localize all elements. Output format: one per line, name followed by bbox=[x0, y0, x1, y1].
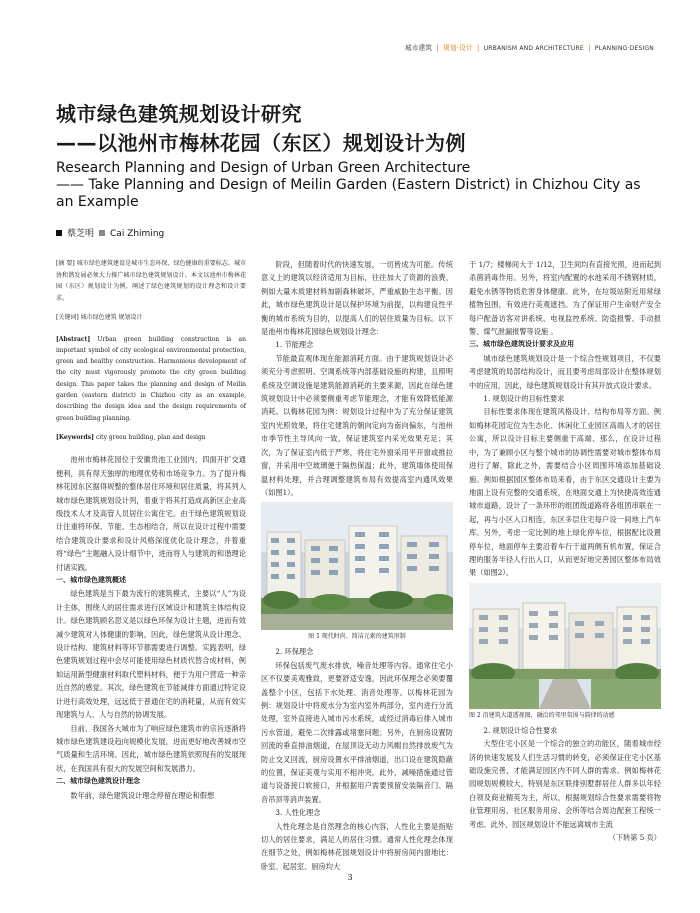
body-paragraph: 城市绿色建筑规划设计是一个综合性规划项目，不仅要考虑建筑的局部结构设计，而且要考虑局部设计在整体规划中的应用，因此，绿色建筑规划设计有其开放式设计要求。 bbox=[469, 353, 661, 390]
body-paragraph: 大型住宅小区是一个综合的独立的功能区，随着城市经济的快速发展及人们生活习惯的转变，必须保证住宅小区基础设施完善，才能满足园区内不同人群的需求。例如梅林花园规划规模较大，特别是东区联排别墅群居住人群多以年轻白领及商业精英为主，所以，根据规划综合性要求需要将物业管理用房、社区服务用房、会所等结合周边配套工程统一考虑。此外，园区规划设计不能远离城市主流 bbox=[469, 739, 661, 829]
street-perspective-illustration bbox=[469, 583, 661, 709]
author-name-en: Cai Zhiming bbox=[110, 229, 165, 239]
header-separator: | bbox=[476, 44, 480, 52]
article-subtitle-en: —— Take Planning and Design of Meilin Garden (Eastern District) in Chizhou City as an Example bbox=[56, 177, 641, 210]
body-paragraph: 节能最直观体现在能源消耗方面。由于建筑规划设计必须充分考虑照明、空调系统等内部基础设施的构建，且照明系统及空调设施是建筑能源消耗的主要来源，因此在绿色建筑规划设计中必须要侧重考虑节能理念，才能有效降低能源消耗。以梅林花园为例：规划设计过程中为了充分保证建筑室内光照效果，将住宅建筑的朝向定向为南向偏东，与池州市季节性主导风向一致，保证建筑室内采光效果充足；其次，为了保证室内低于严寒，将住宅外窗采用平开窗或推拉窗，并采用中空玻璃便于隔热保温；此外，建筑墙体使用保温材料处理，并合理调整建筑布局有效提高室内通风效果（如图1）。 bbox=[261, 353, 453, 497]
article-subtitle: ——以池州市梅林花园（东区）规划设计为例 bbox=[56, 131, 466, 155]
header-journal: 城市建筑 bbox=[404, 44, 433, 52]
figure-1-caption: 图 1 现代时尚、简洁元素的建筑形制 bbox=[308, 633, 406, 641]
header-section: 规划·设计 bbox=[443, 44, 473, 52]
body-paragraph: 目标性要求体现在建筑风格设计、结构布局等方面。例如梅林花园定位为生态化、休闲化工业园区高端人才的居住公寓，所以设计目标主要侧重于高端、那么，在设计过程中，为了兼顾小区与整个城市的协调性需要对城市整体布局进行了解，除此之外，需要结合小区周围环境添加基础设施。例如根据园区整体布局来看，由于东区交通设计主要为地面上设有完整的交通系统，在地面交通上为快捷高效连通城市道路，设计了一条环形的组团级道路将各组团串联在一起，再与小区入口相连，东区多层住宅每户设一间地上汽车库。另外，考虑一定比例的地上绿化停车位，根据配比设置停车位，地面停车主要沿着车行干道两侧有机布置，保证合理的服务半径人行出入口，从而更好地完善园区整体布局效果（如图2）。 bbox=[469, 407, 661, 578]
section-heading: 二、城市绿色建筑设计理念 bbox=[56, 777, 140, 786]
square-bullet-icon bbox=[99, 230, 105, 236]
header-separator: | bbox=[436, 44, 439, 52]
section-heading: 三、城市绿色建筑设计要求及应用 bbox=[469, 340, 574, 349]
subsection-heading: 2. 规划设计综合性要求 bbox=[483, 725, 558, 735]
abstract-cn: [摘 要] 城市绿色建筑建设是城市生态环保、绿色健康的重要标志。城市协和谐发展必须大力推广城市绿色建筑规划设计。本文以池州市梅林花园（东区）规划设计为例，阐述了绿色建筑规划的设计理念和设计要求。 bbox=[56, 260, 246, 302]
article-title-en: Research Planning and Design of Urban Green Architecture bbox=[56, 160, 471, 176]
running-header bbox=[405, 42, 654, 52]
body-paragraph: 阶段，但随着时代的快速发展，一切皆成为可能。传统意义上的建筑以经济适用为目标，往往加大了资源的浪费，例如大量木质建材料加剧森林破坏，严重威胁生态平衡。因此，城市绿色建筑设计是以保护环境为前提，以构建良性平衡的城市系统为目的，以提高人们的居住质量为目标。以下是池州市梅林花园绿色规划设计理念： bbox=[261, 260, 453, 337]
header-separator: | bbox=[588, 44, 591, 52]
author-name-cn: 蔡芝明 bbox=[67, 229, 95, 239]
section-heading: 一、城市绿色建筑概述 bbox=[56, 576, 126, 585]
abstract-en-text: Urban green building construction is an important symbol of city ecological environmental protection, green and healthy construction. Harmonious development of the city must vigorously promote the city green building design. This paper takes the planning and design of Meilin garden (eastern district) in Chizhou city as an example, describing the design idea and the design requirements of green building planning. bbox=[56, 335, 246, 422]
figure-2-caption: 图 2 沿建筑大道透视图，融洽的邻里氛围与韵律的动感 bbox=[469, 711, 615, 719]
abstract-en-label: [Abstract] bbox=[56, 335, 91, 343]
header-journal-en: URBANISM AND ARCHITECTURE bbox=[483, 45, 584, 52]
figure-1-image bbox=[261, 502, 453, 630]
body-paragraph: 于 1/7；楼梯间大于 1/12，卫生间均有直接光照，进而起到杀菌消毒作用。另外，将室内配置的水池采用不锈钢材质，避免水锈等物质危害身体健康。此外，在垃圾站附近用常绿植物包围，有效进行美观遮挡。为了保证用户生命财产安全每户配备访客对讲系统、电视监控系统、防盗报警、手动报警、煤气泄漏报警等设施 。 bbox=[469, 260, 661, 337]
body-paragraph: 人性化理念是自然理念的核心内容，人性化主要是指贴切人的居住要求，满足人的居住习惯。通常人性化理念体现在细节之处，例如梅林花园规划设计中将厨房间内窗地比：卧室、起居室、厨房均大 bbox=[261, 821, 453, 871]
keywords-en-label: [Keywords] bbox=[56, 433, 94, 441]
body-paragraph: 环保包括废气废水排放，噪音处理等内容。通常住宅小区不仅要美观雅致，更要舒适安逸，因此环保理念必须要覆盖整个小区，包括下水处理、消音处理等。以梅林花园为例：规划设计中将废水分为室内室外两部分，室内进行分流处理，室外直接进入城市污水系统，或经过消毒后排入城市污水管道，避免二次排露或堵塞问题；另外，在厨房设置防回流的垂直排油烟道，在屋顶设无动力风帽自然排放废气为防止交叉回流，厨房设置水平排油烟道，出口设在建筑隐蔽的位置，保证美观与实用不相冲突。此外，减噪措施通过管道与设备接口软接口，并根据用户需要预留安装隔音门、隔音吊顶等消声装置。 bbox=[261, 660, 453, 804]
column-right bbox=[469, 258, 661, 844]
column-middle bbox=[261, 258, 453, 873]
keywords-en bbox=[56, 432, 246, 444]
intro-paragraph: 池州市梅林花园位于安徽贵池工业园内，四面开扩交通便利，具有得天独厚的地理优势和市场竞争力。为了提升梅林花园东区据得规整的整体居住环境和居住质量，将其列入城市绿色建筑规划设计列，着重于将其打造成高新区企业高级技术人才及高管人员居住公寓住宅。由于绿色建筑规划设计注重将环保、节能、生态相结合，所以在设计过程中需要结合建筑设计要求和设计风格深度优化设计理念，并着重将“绿色”主题融入设计细节中，进而将人与建筑的和谐理论付诸实践。 bbox=[56, 455, 246, 572]
building-rendering-illustration bbox=[261, 502, 453, 630]
square-bullet-icon bbox=[56, 230, 62, 236]
subsection-heading: 2. 环保理念 bbox=[275, 647, 314, 657]
figure-2-image bbox=[469, 583, 661, 709]
subsection-heading: 1. 规划设计的目标性要求 bbox=[483, 394, 565, 404]
subsection-heading: 1. 节能理念 bbox=[275, 340, 314, 350]
keywords-cn: [关键词] 城市绿色建筑 规划设计 bbox=[56, 314, 143, 321]
body-paragraph: 绿色建筑是当下最为流行的建筑模式，主要以“人”为设计主体，围绕人的居住需求进行区域设计和建筑主体结构设计。绿色建筑顾名思义是以绿色环保为设计主题，进而有效减少建筑对人体健康的影响，因此，绿色建筑从设计理念、设计结构、建筑材料等环节都需要进行调整。实践表明，绿色建筑规划过程中会尽可能使用绿色材质代替合成材料，例如运用新型健康材料取代塑料材料，便于为用户营造一种亲近自然的感觉。其次，绿色建筑在节能减排方面通过特定设计进行高效处理，远远低于普通住宅的消耗量，从而有效实现建筑与人、人与自然的协调发展。 bbox=[56, 589, 246, 720]
abstract-en bbox=[56, 334, 246, 424]
header-section-en: PLANNING·DESIGN bbox=[594, 45, 654, 52]
article-title: 城市绿色建筑规划设计研究 bbox=[56, 102, 302, 126]
page-number: 3 bbox=[347, 873, 353, 882]
column-left bbox=[56, 258, 246, 802]
body-paragraph: 目前，我国各大城市为了响应绿色建筑市的宗旨逐渐将城市绿色建筑建设趋向规模化发展，进而更好地改善城市空气质量和生活环境。因此，城市绿色建筑依照现有的发展现状，在我国具有很大的发展空间和发展潜力。 bbox=[56, 723, 246, 773]
continued-note: （下转第 5 页） bbox=[608, 833, 661, 842]
keywords-en-text: city green building, plan and design bbox=[95, 433, 206, 441]
subsection-heading: 3. 人性化理念 bbox=[275, 808, 321, 818]
body-paragraph: 数年前，绿色建筑设计理念停留在理论和假想 bbox=[70, 790, 215, 800]
author-line bbox=[56, 226, 164, 239]
